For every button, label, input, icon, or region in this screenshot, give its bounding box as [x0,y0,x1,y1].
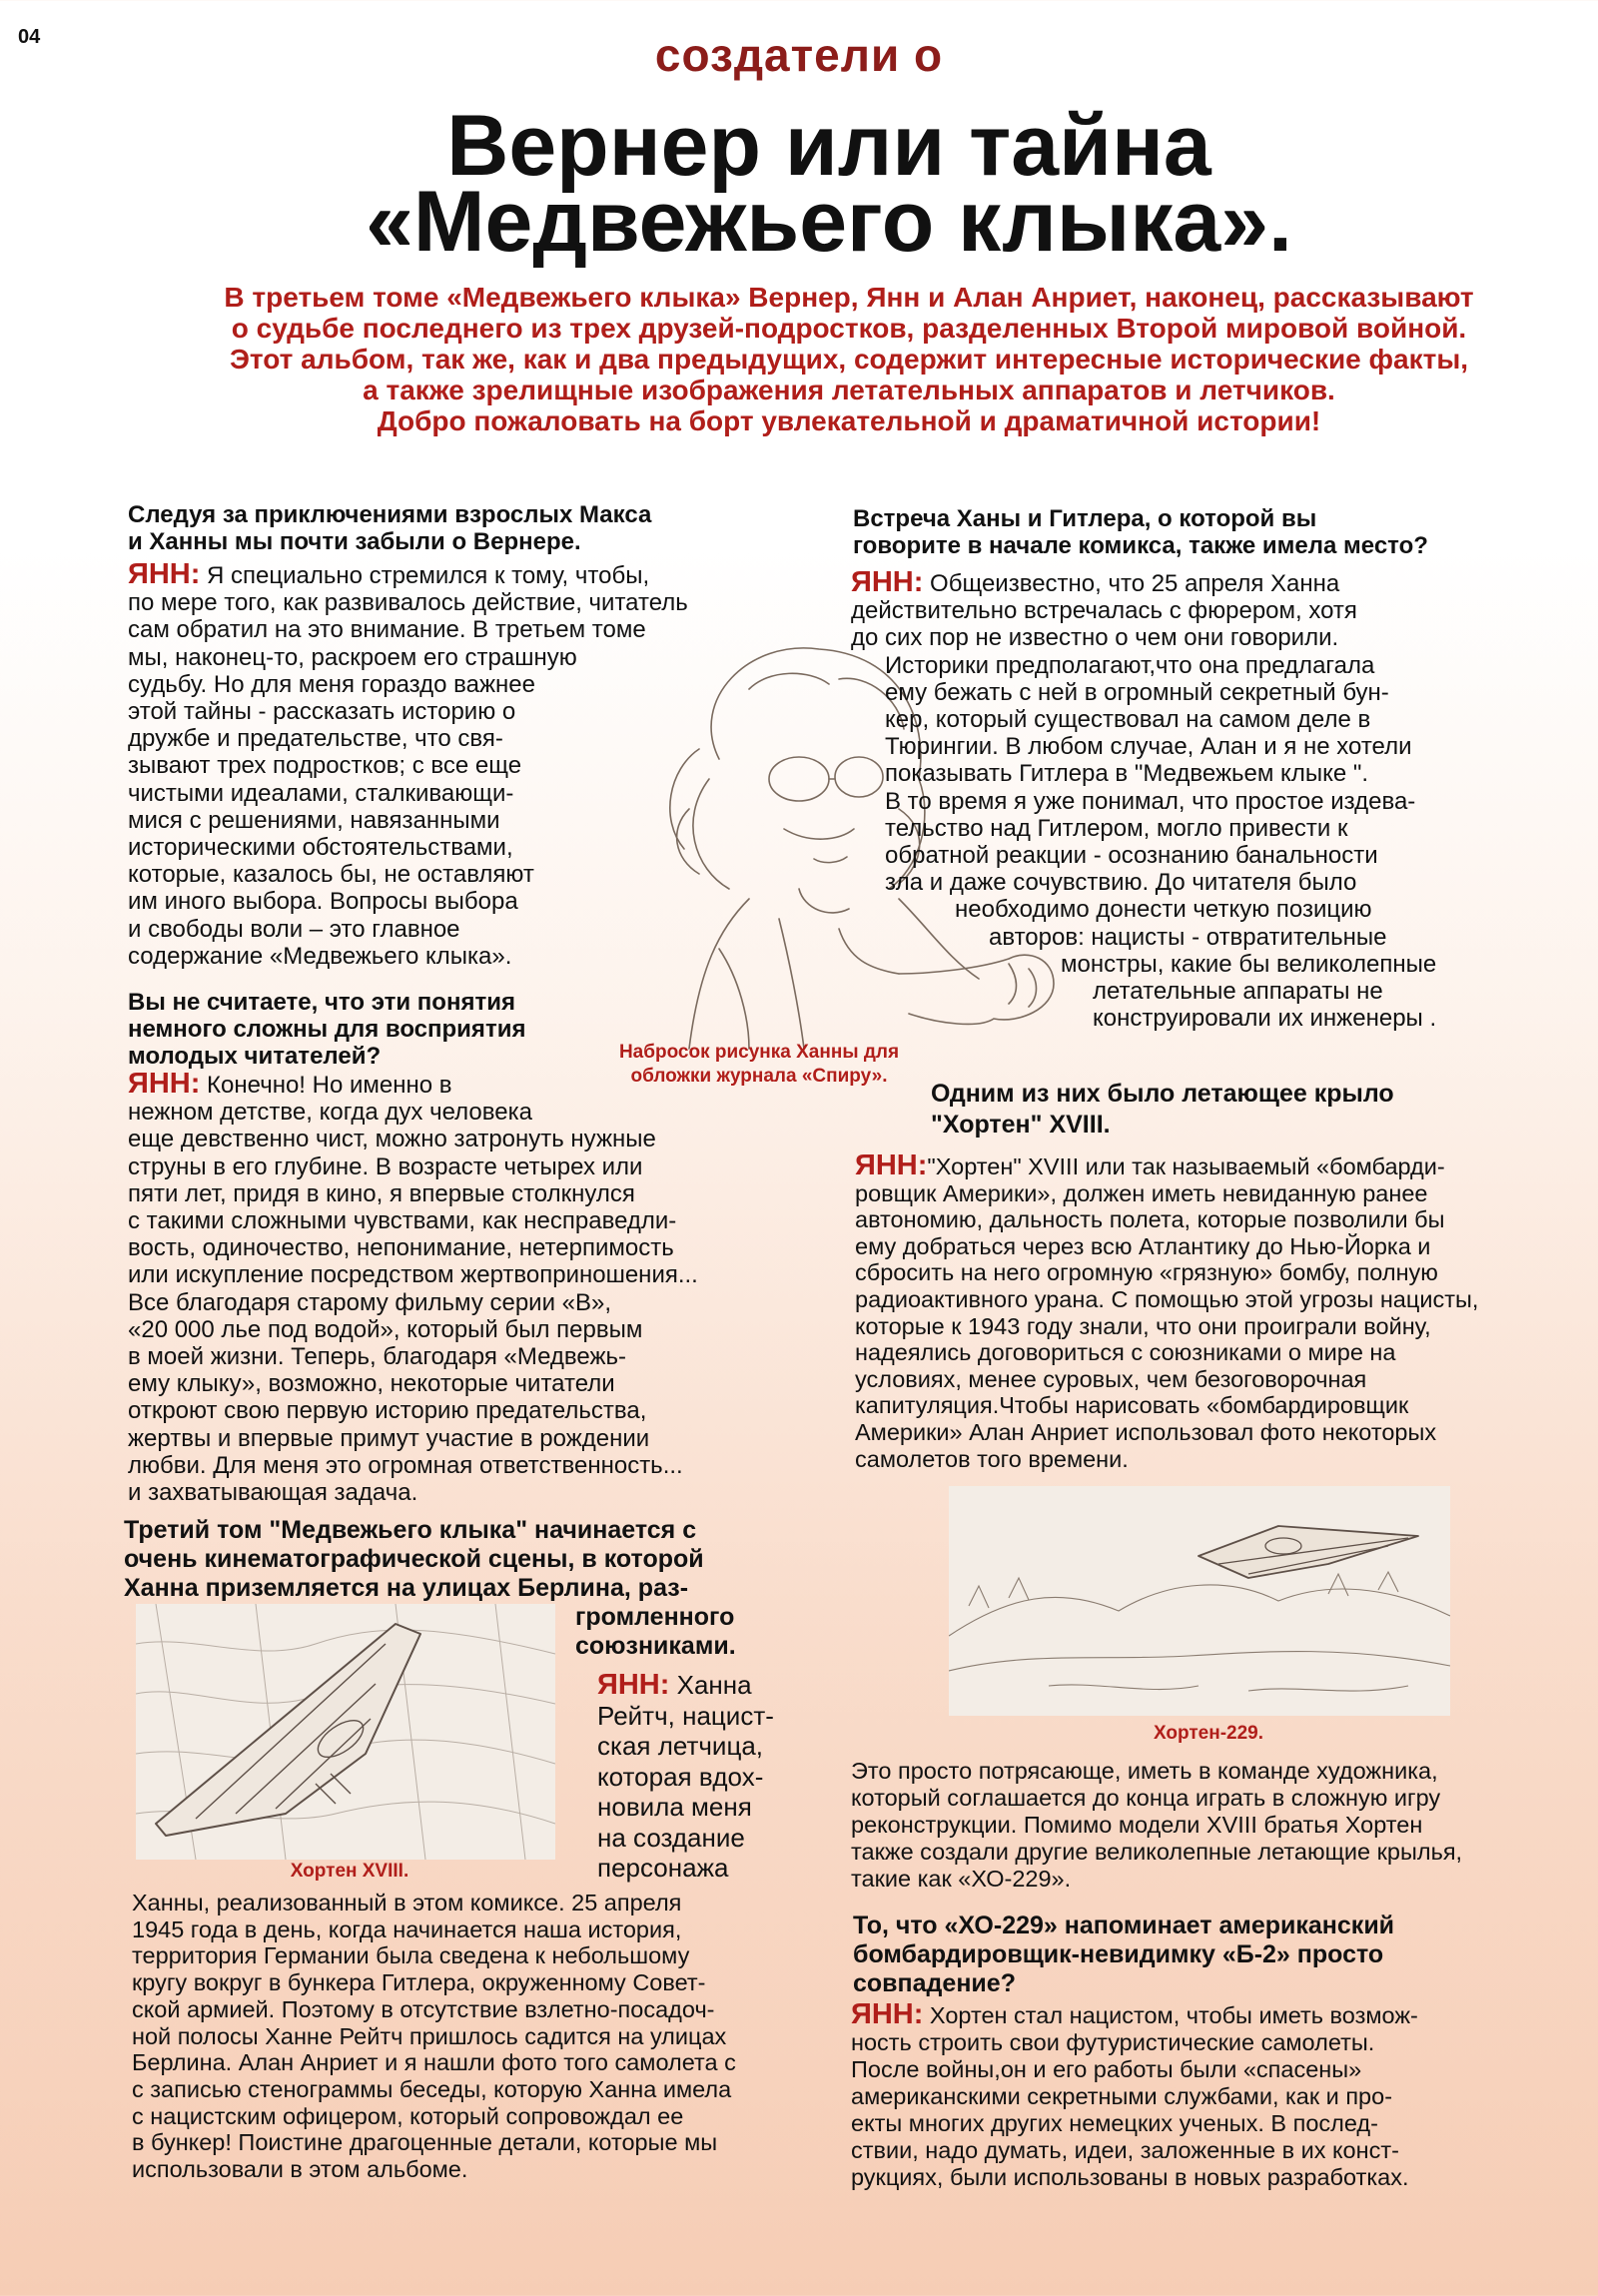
answer-horten-xviii: ЯНН:"Хортен" XVIII или так называемый «бомбарди- ровщик Америки», должен иметь невиданную ранее автономию, дальность полета, которые позволили бы ему добраться через всю Атлантику до Нью-Йорка и сбросить на него огромную «грязную» бомбу, полную радиоактивного урана. С помощью этой угрозы нацисты, которые к 1943 году знали, что они проиграли войну, надеялись договориться с союзниками о мире на условиях, менее суровых, чем безоговорочная капитуляция.Чтобы нарисовать «бомбардировщик Америки» Алан Анриет использовал фото некоторых самолетов того времени. [855,1149,1479,1472]
horten-xviii-caption: Хортен XVIII. [290,1861,409,1882]
title-line-2: «Медвежьего клыка». [366,174,1292,270]
lead-line: В третьем томе «Медвежьего клыка» Вернер, Янн и Алан Анриет, наконец, рассказывают [224,282,1474,313]
paragraph-reconstruction: Это просто потрясающе, иметь в команде художника, который соглашается до конца играть в сложную игру реконструкции. Помимо модели XVIII братья Хортен также создали другие великолепные летающие крылья, такие как «ХО-229». [851,1758,1463,1892]
question-concepts: Вы не считаете, что эти понятия немного сложны для восприятия молодых читателей? [128,989,526,1070]
article-lead [210,282,1488,436]
answer-concepts: ЯНН: Конечно! Но именно в нежном детстве, когда дух человека еще девственно чист, можно затронуть нужные струны в его глубине. В возрасте четырех или пяти лет, придя в кино, я впервые столкнулся с такими сложными чувствами, как несправедли- вость, одиночество, непонимание, нетерпимость или искупление посредством жертвоприношения... Все благодаря старому фильму серии «В», «20 000 лье под водой», который был первым в моей жизни. Теперь, благодаря «Медвежь- ему клыку», возможно, некоторые читатели откроют свою первую историю предательства, жертвы и впервые примут участие в рождении любви. Для меня это огромная ответственность... и захватывающая задача. [128,1068,698,1507]
question-hitler-meeting: Встреча Ханы и Гитлера, о которой вы говорите в начале комикса, также имела место? [853,505,1428,559]
question-werner: Следуя за приключениями взрослых Макса и Ханны мы почти забыли о Вернере. [128,501,652,555]
speaker-label: ЯНН: [851,1998,924,2030]
article-title [0,98,1598,270]
horten-xviii-drawing [136,1604,555,1860]
answer-hitler-meeting: ЯНН: Общеизвестно, что 25 апреля Ханна действительно встречалась с фюрером, хотя до сих пор не известно о чем они говорили. Историки предполагают,что она предлагала ему бежать с ней в огромный секретный бун- кер, который существовал на самом деле в Тюрингии. В любом случае, Алан и я не хотели показывать Гитлера в "Медвежьем клыке ". В то время я уже понимал, что простое издева- тельство над Гитлером, могло привести к обратной реакции - осознанию банальности зла и даже сочувствию. До читателя было необходимо донести четкую позицию авторов: нацисты - отвратительные монстры, какие бы великолепные летательные аппараты не конструировали их инженеры . [851,566,1437,1033]
section-rubric: создатели о [654,29,944,81]
horten-229-illustration [949,1486,1450,1716]
question-cinematic-scene-tail: громленного союзниками. [575,1603,736,1660]
title-line-1: Вернер или тайна [446,98,1211,194]
answer-ho229-b2: ЯНН: Хортен стал нацистом, чтобы иметь возмож- ность строить свои футуристические самолеты. После войны,он и его работы были «спасены» американскими секретными службами, как и про- екты многих других немецких ученых. В послед- ствии, надо думать, идеи, заложенные в их конст- рукциях, были использованы в новых разработках. [851,1998,1418,2190]
speaker-label: ЯНН: [597,1669,670,1701]
answer-cinematic-scene: Ханны, реализованный в этом комиксе. 25 апреля 1945 года в день, когда начинается наша история, территория Германии была сведена к небольшому кругу вокруг в бункера Гитлера, окруженному Совет- ской армией. Поэтому в отсутствие взлетно-посадоч- ной полосы Ханне Рейтч пришлось садится на улицах Берлина. Алан Анриет и я нашли фото того самолета с с записью стенограммы беседы, которую Ханна имела с нацистским офицером, который сопровождал ее в бункер! Поистине драгоценные детали, которые мы использовали в этом альбоме. [132,1890,736,2183]
speaker-label: ЯНН: [128,558,201,590]
lead-line: о судьбе последнего из трех друзей-подростков, разделенных Второй мировой войной. [231,313,1467,344]
question-ho229-b2: То, что «ХО-229» напоминает американский бомбардировщик-невидимку «Б-2» просто совпадение? [853,1912,1395,1997]
horten-xviii-illustration [136,1604,555,1860]
lead-line: Добро пожаловать на борт увлекательной и драматичной истории! [377,405,1321,436]
lead-line: Этот альбом, так же, как и два предыдущих, содержит интересные исторические факты, [229,344,1469,375]
answer-werner: ЯНН: Я специально стремился к тому, чтобы, по мере того, как развивалось действие, читатель сам обратил на это внимание. В третьем томе мы, наконец-то, раскроем его страшную судьбу. Но для меня гораздо важнее этой тайны - рассказать историю о дружбе и предательстве, что свя- зывают трех подростков; с все еще чистыми идеалами, сталкивающи- мися с решениями, навязанными историческими обстоятельствами, которые, казалось бы, не оставляют им иного выбора. Вопросы выбора и свободы воли – это главное содержание «Медвежьего клыка». [128,558,688,970]
answer-cinematic-scene-side: ЯНН: Ханна Рейтч, нацист- ская летчица, которая вдох- новила меня на создание персонажа [597,1669,774,1883]
speaker-label: ЯНН: [851,566,924,598]
question-horten-xviii: Одним из них было летающее крыло "Хортен" XVIII. [931,1080,1394,1139]
horten-229-caption: Хортен-229. [1153,1723,1264,1744]
horten-229-drawing [949,1486,1450,1716]
speaker-label: ЯНН: [128,1068,201,1100]
hanna-sketch-caption: Набросок рисунка Ханны для обложки журнала «Спиру». [618,1042,900,1087]
question-cinematic-scene: Третий том "Медвежьего клыка" начинается с очень кинематографической сцены, в которой Ханна приземляется на улицах Берлина, раз- [124,1516,704,1602]
lead-line: а также зрелищные изображения летательных аппаратов и летчиков. [363,375,1335,405]
speaker-label: ЯНН: [855,1149,928,1181]
page-number: 04 [18,26,41,48]
